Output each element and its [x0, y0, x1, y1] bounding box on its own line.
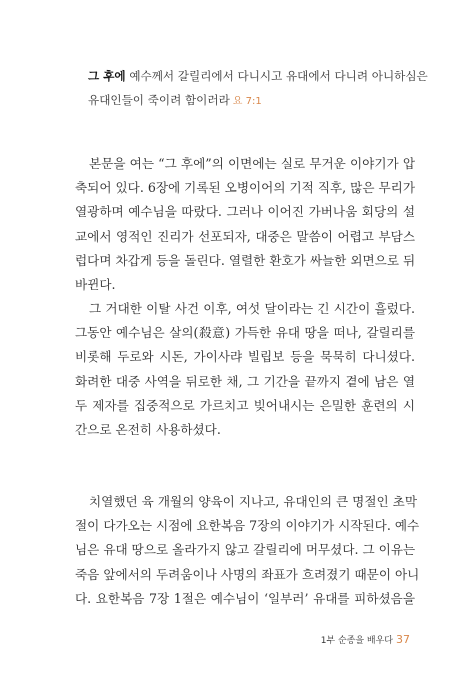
paragraph-line: 죽음 앞에서의 두려움이나 사명의 좌표가 흐려졌기 때문이 아니	[75, 566, 420, 582]
scripture-line-2-text: 유대인들이 죽이려 함이러라	[88, 93, 230, 107]
paragraph-line: 축되어 있다. 6장에 기록된 오병이어의 기적 직후, 많은 무리가	[75, 180, 416, 196]
paragraph-line: 본문을 여는 “그 후에”의 이면에는 실로 무거운 이야기가 압	[89, 156, 415, 171]
scripture-line-2	[88, 88, 418, 114]
paragraph-line: 럽다며 차갑게 등을 돌린다. 열렬한 환호가 싸늘한 외면으로 뒤	[75, 252, 416, 268]
paragraph-line: 그동안 예수님은 살의(殺意) 가득한 유대 땅을 떠나, 갈릴리를	[75, 325, 415, 341]
scripture-line-1-text: 예수께서 갈릴리에서 다니시고 유대에서 다니려 아니하심은	[125, 69, 428, 83]
running-section-title: 1부 순종을 배우다	[320, 636, 393, 646]
paragraph-line: 비롯해 두로와 시돈, 가이사랴 빌립보 등을 묵묵히 다니셨다.	[75, 349, 415, 365]
scripture-quote	[88, 64, 428, 114]
paragraph-line: 간으로 온전히 사용하셨다.	[75, 422, 221, 438]
paragraph-line: 님은 유대 땅으로 올라가지 않고 갈릴리에 머무셨다. 그 이유는	[75, 542, 416, 558]
paragraph-line: 치열했던 육 개월의 양육이 지나고, 유대인의 큰 명절인 초막	[89, 494, 418, 509]
paragraph-line: 절이 다가오는 시점에 요한복음 7장의 이야기가 시작된다. 예수	[75, 518, 420, 534]
body-paragraph-3	[75, 490, 420, 611]
paragraph-line: 그 거대한 이탈 사건 이후, 여섯 달이라는 긴 시간이 흘렀다.	[89, 301, 415, 316]
paragraph-line: 화려한 대중 사역을 뒤로한 채, 그 기간을 끝까지 곁에 남은 열	[75, 373, 415, 389]
paragraph-line: 열광하며 예수님을 따랐다. 그러나 이어진 가버나움 회당의 설	[75, 204, 415, 220]
scripture-line-1	[88, 64, 428, 88]
page-footer	[321, 633, 410, 646]
scripture-reference: 요 7:1	[232, 96, 262, 107]
paragraph-line: 두 제자를 집중적으로 가르치고 빚어내시는 은밀한 훈련의 시	[75, 397, 415, 413]
body-paragraph-2	[75, 297, 415, 442]
body-paragraph-1	[75, 152, 415, 297]
paragraph-line: 다. 요한복음 7장 1절은 예수님이 ‘일부러’ 유대를 피하셨음을	[75, 590, 415, 606]
page-number: 37	[396, 633, 410, 646]
paragraph-line: 바뀐다.	[75, 277, 116, 293]
paragraph-line: 교에서 영적인 진리가 선포되자, 대중은 말씀이 어렵고 부담스	[75, 228, 415, 244]
scripture-lead: 그 후에	[88, 69, 126, 83]
